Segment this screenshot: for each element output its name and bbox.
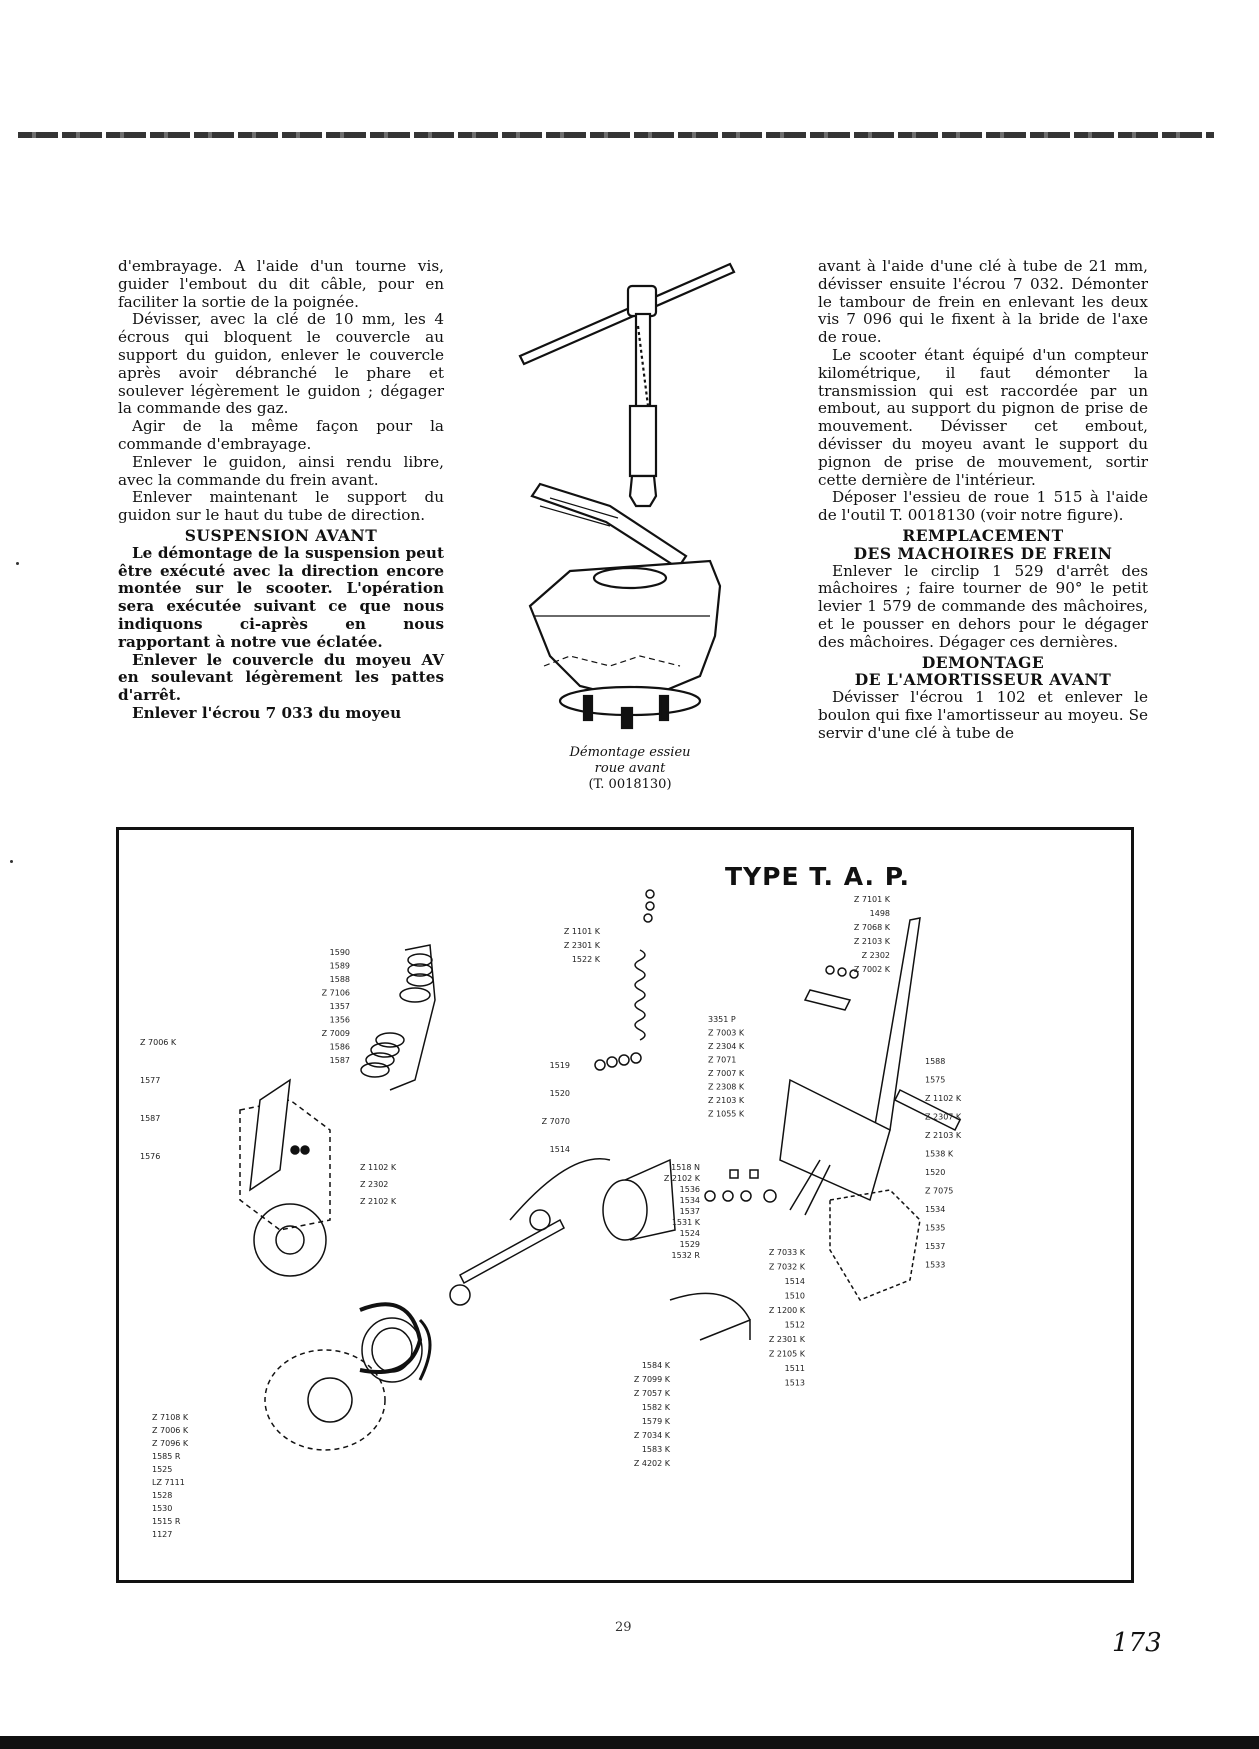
caption-tool-ref: (T. 0018130) (588, 777, 672, 792)
part-number-label: Z 7099 K (633, 1375, 670, 1384)
part-number-label: 1127 (152, 1530, 173, 1539)
part-number-label: 1577 (140, 1076, 161, 1085)
part-number-label: Z 1102 K (360, 1163, 397, 1172)
part-number-label: 1515 R (152, 1517, 181, 1526)
part-number-label: Z 7034 K (633, 1431, 670, 1440)
part-number-label: LZ 7111 (152, 1478, 185, 1487)
part-number-label: 1538 K (925, 1149, 954, 1159)
part-number-label: Z 2302 (360, 1180, 389, 1189)
part-number-label: 1510 (784, 1291, 805, 1301)
paragraph: Agir de la même façon pour la commande d'embrayage. (118, 417, 444, 453)
part-number-label: 1535 (925, 1223, 946, 1233)
part-number-label: Z 2102 K (360, 1197, 397, 1206)
part-number-label: Z 2102 K (663, 1174, 700, 1183)
page-number: 29 (615, 1620, 632, 1635)
part-number-label: 1356 (329, 1015, 350, 1025)
diagram-title: TYPE T. A. P. (725, 862, 910, 891)
margin-mark (10, 860, 13, 863)
part-number-label: Z 7033 K (768, 1248, 805, 1257)
paragraph: Le démontage de la suspension peut être exécuté avec la direction encore montée sur le scooter. L'opération sera exécutée suivant ce que nous indiquons ci-après en nous rapportant à notre vue éclatée. (118, 543, 444, 651)
part-number-label: Z 7006 K (152, 1426, 189, 1435)
part-number-label: 1498 (869, 909, 890, 918)
part-number-label: 1531 K (671, 1218, 700, 1227)
part-number-label: 1512 (784, 1320, 805, 1330)
part-number-label: Z 7002 K (853, 965, 890, 974)
paragraph: Le scooter étant équipé d'un compteur kilométrique, il faut démonter la transmission qui est raccordée par un embout, au support du pignon de prise de mouvement. Dévisser cet embout, dévisser du moyeu avant le support du pignon de prise de mouvement, sortir cette dernière de l'intérieur. (818, 345, 1148, 489)
part-number-label: 1529 (679, 1240, 700, 1249)
part-number-label: 1534 (925, 1205, 946, 1214)
axle-removal-figure (510, 256, 748, 786)
part-number-label: Z 7075 (925, 1186, 954, 1196)
part-number-label: 1537 (679, 1207, 700, 1216)
caption-line: Démontage essieu (569, 745, 691, 760)
part-number-label: 1525 (152, 1465, 173, 1474)
part-number-label: 1575 (925, 1075, 946, 1085)
part-number-label: Z 7006 K (140, 1038, 177, 1047)
part-number-label: Z 7071 (708, 1055, 737, 1065)
part-number-label: Z 1055 K (708, 1109, 745, 1119)
section-heading: DEMONTAGE (921, 652, 1045, 672)
part-number-label: Z 1102 K (925, 1094, 962, 1103)
part-number-label: Z 2308 K (708, 1082, 745, 1092)
part-number-label: 1579 K (641, 1417, 670, 1426)
part-number-label: 1583 K (641, 1445, 670, 1454)
paragraph: Enlever maintenant le support du guidon sur le haut du tube de direction. (118, 488, 444, 525)
section-heading: SUSPENSION AVANT (184, 525, 378, 545)
part-number-label: 1514 (784, 1277, 805, 1286)
part-number-label: Z 7032 K (768, 1262, 805, 1272)
part-number-label: 1584 K (641, 1361, 670, 1370)
part-number-label: 1587 (140, 1114, 161, 1123)
paragraph: Dévisser, avec la clé de 10 mm, les 4 écrous qui bloquent le couvercle au support du guidon, enlever le couvercle après avoir débranché le phare et soulever légèrement le guidon ; dégager la commande des gaz. (118, 310, 444, 418)
part-number-label: 1533 (925, 1260, 946, 1270)
paragraph: Enlever l'écrou 7 033 du moyeu (132, 703, 402, 722)
part-number-label: Z 7007 K (708, 1069, 745, 1078)
part-number-label: 1513 (784, 1378, 805, 1388)
part-number-label: 1587 (329, 1056, 350, 1065)
part-number-label: 1588 (925, 1057, 946, 1066)
exploded-view-diagram (130, 895, 1120, 1575)
caption-line: roue avant (594, 761, 666, 776)
part-number-label: Z 7096 K (152, 1439, 189, 1448)
paragraph: Déposer l'essieu de roue 1 515 à l'aide de l'outil T. 0018130 (voir notre figure). (818, 488, 1148, 525)
part-number-label: 1524 (679, 1229, 700, 1238)
part-number-label: 1511 (784, 1364, 805, 1373)
part-number-label: Z 7057 K (633, 1389, 670, 1398)
part-number-label: Z 2302 (861, 951, 890, 960)
scan-edge (0, 1736, 1259, 1749)
part-number-label: Z 2103 K (853, 937, 890, 946)
part-number-label: 1588 (329, 975, 350, 984)
part-number-label: Z 4202 K (633, 1459, 670, 1468)
part-number-label: Z 2105 K (768, 1349, 805, 1359)
part-number-label: Z 7003 K (708, 1028, 745, 1038)
handwritten-page-number: 173 (1112, 1628, 1162, 1658)
part-number-label: Z 2307 K (925, 1112, 962, 1122)
part-number-label: Z 1101 K (563, 927, 600, 936)
right-text-column (818, 258, 1148, 743)
part-number-label: 1536 (679, 1185, 700, 1194)
part-number-label: 1586 (329, 1042, 350, 1052)
paragraph: Enlever le circlip 1 529 d'arrêt des mâchoires ; faire tourner de 90° le petit levier 1 579 de commande des mâchoires, et le pousser en dehors pour le dégager des mâchoires. Dégager ces dernières. (818, 561, 1148, 651)
part-number-label: 1520 (925, 1168, 946, 1177)
part-number-label: Z 2301 K (563, 941, 600, 950)
left-text-column (118, 258, 444, 723)
part-number-label: 3351 P (708, 1015, 736, 1024)
part-number-label: 1520 (549, 1089, 570, 1098)
figure-caption (540, 745, 720, 793)
part-number-label: 1519 (549, 1061, 570, 1070)
margin-mark (16, 562, 19, 565)
part-number-label: Z 1200 K (768, 1306, 805, 1315)
part-number-label: Z 7070 (541, 1117, 570, 1126)
part-number-label: 1518 N (671, 1163, 700, 1172)
part-number-label: 1532 R (671, 1251, 700, 1260)
part-number-label: 1357 (329, 1002, 350, 1011)
part-number-label: Z 2304 K (708, 1042, 745, 1051)
top-rule (18, 132, 1214, 138)
part-number-label: 1514 (549, 1145, 570, 1154)
part-number-label: 1585 R (152, 1452, 181, 1461)
part-number-label: Z 2103 K (708, 1096, 745, 1105)
part-number-label: Z 7108 K (152, 1413, 189, 1422)
paragraph: Dévisser l'écrou 1 102 et enlever le boulon qui fixe l'amortisseur au moyeu. Se servir d'une clé à tube de (818, 688, 1148, 742)
part-number-label: 1528 (152, 1491, 173, 1500)
part-number-label: 1534 (679, 1196, 700, 1205)
part-number-label: 1537 (925, 1242, 946, 1251)
part-number-label: 1590 (329, 948, 350, 957)
section-heading: DES MACHOIRES DE FREIN (853, 543, 1113, 563)
part-number-label: Z 7101 K (853, 895, 890, 904)
part-number-label: Z 7009 (321, 1029, 350, 1038)
part-number-label: 1589 (329, 961, 350, 971)
section-heading: REMPLACEMENT (902, 525, 1064, 545)
part-number-label: 1522 K (571, 955, 600, 964)
part-number-label: Z 7068 K (853, 923, 890, 932)
part-number-label: 1576 (140, 1152, 161, 1161)
part-number-label: Z 2301 K (768, 1335, 805, 1344)
part-number-label: Z 2103 K (925, 1131, 962, 1140)
paragraph: avant à l'aide d'une clé à tube de 21 mm, dévisser ensuite l'écrou 7 032. Démonter le tambour de frein en enlevant les deux vis 7 096 qui le fixent à la bride de l'axe de roue. (818, 257, 1148, 347)
paragraph: Enlever le guidon, ainsi rendu libre, avec la commande du frein avant. (118, 452, 444, 489)
section-heading: DE L'AMORTISSEUR AVANT (854, 670, 1112, 690)
paragraph: d'embrayage. A l'aide d'un tourne vis, guider l'embout du dit câble, pour en faciliter la sortie de la poignée. (118, 257, 444, 311)
part-number-label: 1530 (152, 1504, 173, 1513)
part-number-label: 1582 K (641, 1403, 670, 1412)
paragraph: Enlever le couvercle du moyeu AV en soulevant légèrement les pattes d'arrêt. (118, 650, 444, 705)
part-number-label: Z 7106 (321, 988, 350, 998)
